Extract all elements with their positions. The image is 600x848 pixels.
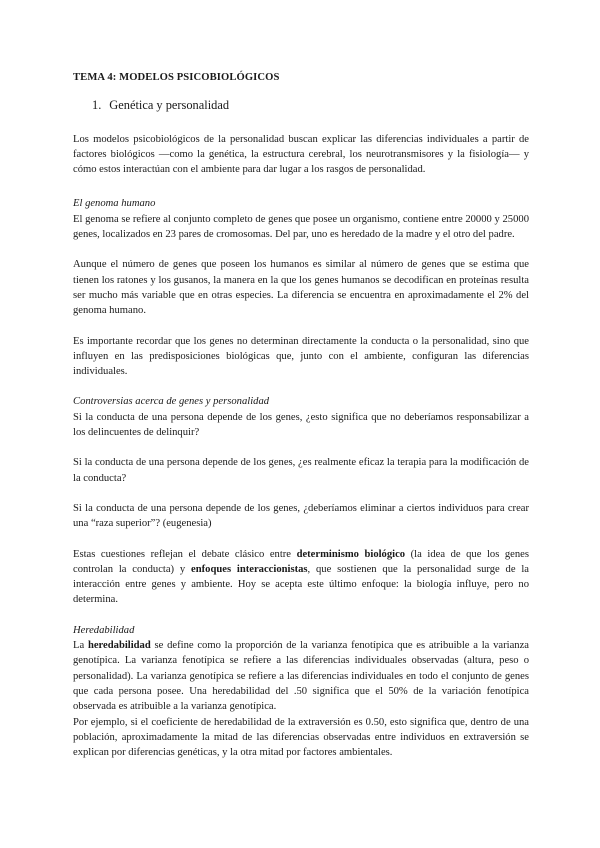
section-number: 1. xyxy=(92,98,102,113)
page-title: TEMA 4: MODELOS PSICOBIOLÓGICOS xyxy=(73,72,280,83)
section-label: Genética y personalidad xyxy=(109,98,230,113)
term-determinismo: determinismo biológico xyxy=(296,548,406,560)
heredabilidad-paragraph-2: Por ejemplo, si el coeficiente de heredabilidad de la extraversión es 0.50, esto significa que, dentro de una población, aproximadamente la mitad de las diferencias observadas entre individuos en extraversión se explican por diferencias genéticas, y la otra mitad por factores ambientales. xyxy=(73,716,529,759)
controversia-question-2: Si la conducta de una persona depende de los genes, ¿es realmente eficaz la terapia para la modificación de la conducta? xyxy=(73,457,529,484)
document-page xyxy=(73,70,529,760)
subheading-genoma: El genoma humano xyxy=(73,198,156,210)
term-interaccionistas: enfoques interaccionistas xyxy=(191,563,308,575)
term-heredabilidad: heredabilidad xyxy=(87,640,151,652)
controversia-question-3: Si la conducta de una persona depende de los genes, ¿deberíamos eliminar a ciertos individuos para crear una “raza superior”? (eugenesia) xyxy=(73,502,529,530)
genoma-paragraph-3: Es importante recordar que los genes no determinan directamente la conducta o la personalidad, sino que influyen en las predisposiciones biológicas que, junto con el ambiente, configuran las diferencias individuales. xyxy=(73,335,529,378)
section-heading xyxy=(92,98,529,113)
debate-paragraph: Estas cuestiones reflejan el debate clásico entre determinismo biológico (la idea de que los genes controlan la conducta) y enfoques interaccionistas, que sostienen que la personalidad surge de la interacción entre genes y ambiente. Hoy se acepta este último enfoque: la biología influye, pero no determina. xyxy=(73,548,530,606)
heredabilidad-paragraph-1: La heredabilidad se define como la proporción de la varianza fenotípica que es atribuible a la varianza genotípica. La varianza fenotípica se refiere a las diferencias individuales observadas (altura, peso o personalidad). La varianza genotípica se refiere a las diferencias individuales en todo el conjunto de genes que cada persona posee. Una heredabilidad del .50 significa que el 50% de la variación fenotípica observada es atribuible a la varianza genotípica. xyxy=(73,640,529,713)
subheading-heredabilidad: Heredabilidad xyxy=(73,624,135,636)
genoma-paragraph-2: Aunque el número de genes que poseen los humanos es similar al número de genes que se estima que tienen los ratones y los gusanos, la manera en la que los genes humanos se decodifican en proteínas resulta ser mucho más variable que en otras especies. La diferencia se encuentra en aproximadamente el 2% del genoma humano. xyxy=(73,259,529,317)
subheading-controversias: Controversias acerca de genes y personalidad xyxy=(73,396,270,408)
genoma-paragraph-1: El genoma se refiere al conjunto completo de genes que posee un organismo, contiene entre 20000 y 25000 genes, localizados en 23 pares de cromosomas. Del par, uno es heredado de la madre y el otro del padre. xyxy=(73,213,529,241)
intro-paragraph: Los modelos psicobiológicos de la personalidad buscan explicar las diferencias individuales a partir de factores biológicos —como la genética, la estructura cerebral, los neurotransmisores y la fisiología— y cómo estos interactúan con el ambiente para dar lugar a los rasgos de personalidad. xyxy=(73,133,529,176)
controversia-question-1: Si la conducta de una persona depende de los genes, ¿esto significa que no deberíamos responsabilizar a los delincuentes de delinquir? xyxy=(73,411,529,439)
